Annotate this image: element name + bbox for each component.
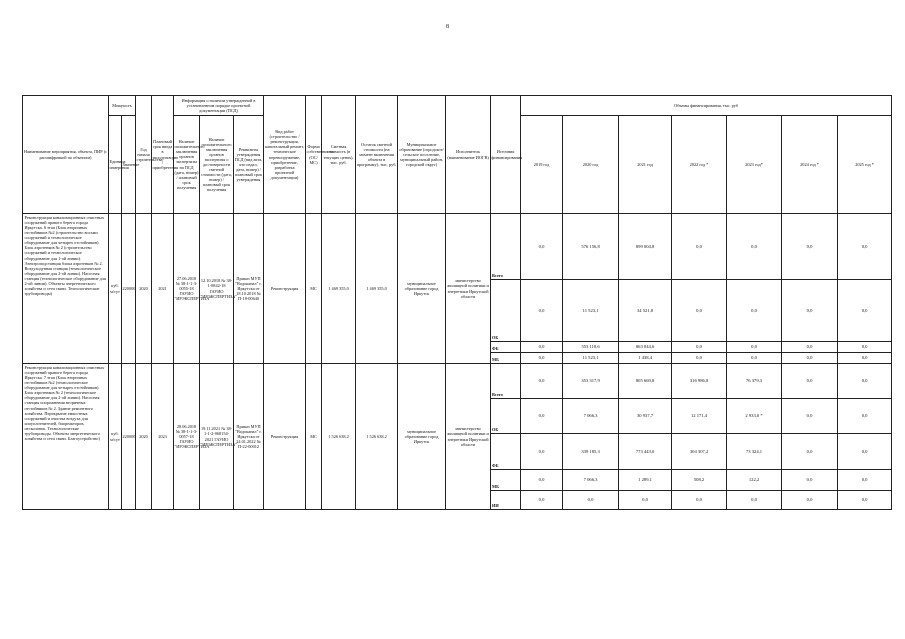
header-year: 2025 год *: [838, 116, 892, 214]
amount-cell: 0,0: [672, 353, 727, 364]
header-work-type: Вид работ (строительство / реконструкция, капитальный ремонт, техническое перевооружение, приобретение, разработка проектной документации): [264, 96, 306, 214]
amount-cell: 553 110,6: [563, 342, 619, 353]
table-row: [23, 364, 892, 399]
amount-cell: 0,0: [838, 399, 892, 434]
amount-cell: 0,0: [521, 491, 563, 510]
municipality-cell: муниципальное образование город Иркутск: [398, 214, 446, 364]
source-cell: ФБ: [491, 342, 521, 353]
source-cell: ОБ: [491, 280, 521, 342]
amount-cell: 1 289,1: [619, 470, 672, 491]
header-ownership: Форма собственности (ОС/МС): [306, 96, 322, 214]
source-cell: Всего: [491, 214, 521, 280]
amount-cell: 12 171,4: [672, 399, 727, 434]
amount-cell: 30 937,7: [619, 399, 672, 434]
executor-cell: министерство жилищной политики и энергетики Иркутской области: [446, 214, 491, 364]
header-municipality: Муниципальное образование (городское/сельское поселение, муниципальный район, городской округ): [398, 96, 446, 214]
executor-cell: министерство жилищной политики и энергетики Иркутской области: [446, 364, 491, 510]
amount-cell: 0,0: [782, 280, 838, 342]
header-year: 2021 год: [619, 116, 672, 214]
amount-cell: 0,0: [782, 214, 838, 280]
source-cell: ИИ: [491, 491, 521, 510]
amount-cell: 0,0: [619, 491, 672, 510]
amount-cell: 0,0: [782, 364, 838, 399]
amount-cell: 0,0: [838, 491, 892, 510]
header-name: Наименование мероприятия, объекта, ПИР (с расшифровкой по объектам): [23, 96, 109, 214]
amount-cell: 11 523,1: [563, 280, 619, 342]
plan-year-cell: 2021: [152, 214, 174, 364]
header-capacity: Мощность: [109, 96, 136, 116]
amount-cell: 0,0: [521, 399, 563, 434]
header-value: Значение: [122, 116, 136, 214]
psd-details-cell: Приказ МУП "Водоканал" г. Иркутска от 18.10.2018 № П-18-00640: [234, 214, 264, 364]
amount-cell: 0,0: [521, 470, 563, 491]
project-name-cell: Реконструкция канализационных очистных сооружений правого берега города Иркутска. 6 этап (Блок вторичных отстойников №2 (строительство восьми сооружений и технологическое оборудование для четырех отстойников). Блок аэротенков № 2 (строительство сооружений и технологическое оборудование для 1-ой линии). Электроподстанция блока аэротенков № 2. Воздуходувная станция (технологическое оборудование для 2-ой линии). Насосная станция (технологическое оборудование для 2-ой линии). Объекты энергетического хозяйства и сети связи. Технологические трубопроводы): [23, 214, 109, 364]
amount-cell: 316 986,8: [672, 364, 727, 399]
source-cell: Всего: [491, 364, 521, 399]
unit-cell: куб. м/сут: [109, 364, 122, 510]
psd-details-cell: Приказ МУП "Водоканал" г. Иркутска от 24.01.2022 № П-22-00012: [234, 364, 264, 510]
amount-cell: 73 324,1: [727, 434, 782, 470]
amount-cell: 0,0: [521, 280, 563, 342]
amount-cell: 0,0: [672, 214, 727, 280]
header-plan-year: Плановый срок ввода в эксплуатацию / приобретения: [152, 96, 174, 214]
municipality-cell: муниципальное образование город Иркутск: [398, 364, 446, 510]
amount-cell: 2 933,0 *: [727, 399, 782, 434]
header-year: 2022 год *: [672, 116, 727, 214]
amount-cell: 0,0: [838, 364, 892, 399]
header-year: 2019 год: [521, 116, 563, 214]
amount-cell: 773 443,0: [619, 434, 672, 470]
amount-cell: 122,2: [727, 470, 782, 491]
amount-cell: 11 523,1: [563, 353, 619, 364]
amount-cell: 76 379,3: [727, 364, 782, 399]
amount-cell: 0,0: [672, 280, 727, 342]
financing-table: [22, 95, 892, 510]
amount-cell: 0,0: [521, 353, 563, 364]
amount-cell: 0,0: [727, 353, 782, 364]
amount-cell: 0,0: [838, 470, 892, 491]
header-funding: Объемы финансирования, тыс. руб: [521, 96, 892, 116]
amount-cell: 1 438,4: [619, 353, 672, 364]
amount-cell: 0,0: [727, 342, 782, 353]
amount-cell: 0,0: [838, 353, 892, 364]
amount-cell: 0,0: [727, 280, 782, 342]
amount-cell: 0,0: [782, 353, 838, 364]
estimate-cell: 1 526 638,2: [322, 364, 356, 510]
amount-cell: 0,0: [672, 342, 727, 353]
amount-cell: 304 307,2: [672, 434, 727, 470]
start-year-cell: 2020: [136, 364, 152, 510]
estimate-cell: 1 469 355,0: [322, 214, 356, 364]
amount-cell: 353 317,9: [563, 364, 619, 399]
plan-year-cell: 2023: [152, 364, 174, 510]
amount-cell: 7 066,3: [563, 470, 619, 491]
amount-cell: 899 004,8: [619, 214, 672, 280]
work-type-cell: Реконструкция: [264, 364, 306, 510]
amount-cell: 0,0: [782, 434, 838, 470]
start-year-cell: 2020: [136, 214, 152, 364]
unit-cell: куб. м/сут: [109, 214, 122, 364]
amount-cell: 576 156,8: [563, 214, 619, 280]
amount-cell: 0,0: [838, 342, 892, 353]
remaining-cell: 1 526 638,2: [356, 364, 398, 510]
header-remaining: Остаток сметной стоимости (на момент включения объекта в программу), тыс. руб.: [356, 96, 398, 214]
amount-cell: 0,0: [782, 399, 838, 434]
amount-cell: 0,0: [672, 491, 727, 510]
value-cell: 220000: [122, 214, 136, 364]
header-year: 2020 год: [563, 116, 619, 214]
header-year: 2023 год*: [727, 116, 782, 214]
amount-cell: 0,0: [782, 491, 838, 510]
work-type-cell: Реконструкция: [264, 214, 306, 364]
amount-cell: 7 066,3: [563, 399, 619, 434]
remaining-cell: 1 469 355,0: [356, 214, 398, 364]
ownership-cell: МС: [306, 364, 322, 510]
amount-cell: 863 044,6: [619, 342, 672, 353]
header-executor: Исполнитель (наименование ИОГВ): [446, 96, 491, 214]
amount-cell: 0,0: [838, 280, 892, 342]
amount-cell: 34 521,8: [619, 280, 672, 342]
table-row: [23, 214, 892, 280]
conclusion-cell: 27.06.2018 № 38-1-1-3-0055-18 ГАУИО "ИРЭКСПЕРТИЗА": [174, 214, 200, 364]
cost-conclusion-cell: 12.10.2018 № 38-1-0842-18 ГАУИО "ИРЭКСПЕРТИЗА": [200, 214, 234, 364]
header-year: 2024 год *: [782, 116, 838, 214]
source-cell: ФБ: [491, 434, 521, 470]
amount-cell: 0,0: [521, 364, 563, 399]
amount-cell: 805 669,8: [619, 364, 672, 399]
amount-cell: 0,0: [521, 434, 563, 470]
header-estimate: Сметная стоимость (в текущих ценах), тыс. руб.: [322, 96, 356, 214]
amount-cell: 0,0: [727, 491, 782, 510]
header-conclusion: Наличие положительного заключения органов экспертизы на ПСД (дата, номер) / плановый срок получения: [174, 116, 200, 214]
page-number: 8: [446, 24, 449, 30]
cost-conclusion-cell: 19.11.2021 № 38-1-1-2-068154-2021 ГАУИО "ИРЭКСПЕРТИЗА": [200, 364, 234, 510]
header-start-year: Год начала строительства: [136, 96, 152, 214]
ownership-cell: МС: [306, 214, 322, 364]
header-source: Источник финансирования: [491, 96, 521, 214]
header-docs-group: Информация о наличии утвержденной в установленном порядке проектной документации (ПСД): [174, 96, 264, 116]
source-cell: ОБ: [491, 399, 521, 434]
conclusion-cell: 28.06.2018 № 38-1-1-3-0057-18 ГАУИО "ИРЭКСПЕРТИЗА": [174, 364, 200, 510]
value-cell: 220000: [122, 364, 136, 510]
project-name-cell: Реконструкция канализационных очистных сооружений правого берега города Иркутска. 7 этап (Блок вторичных отстойников №2 (технологическое оборудование для четырех отстойников). Блок аэротенков № 2 (технологическое оборудование для 2-ой линии). Насосная станция опорожнения вторичных отстойников № 2. Здание ремонтного хозяйства. Перекрытие емкостных сооружений и очистка воздуха для илоуплотнителей, биореакторов, песколовок. Технологические трубопроводы. Объекты энергетического хозяйства и сети связи. Благоустройство): [23, 364, 109, 510]
header-cost-conclusion: Наличие положительного заключения органов экспертизы о достоверности сметной стоимости (дата, номер) / плановый срок получения: [200, 116, 234, 214]
amount-cell: 0,0: [782, 342, 838, 353]
amount-cell: 0,0: [782, 470, 838, 491]
amount-cell: 508,2: [672, 470, 727, 491]
amount-cell: 0,0: [563, 491, 619, 510]
amount-cell: 0,0: [521, 214, 563, 280]
source-cell: МБ: [491, 353, 521, 364]
amount-cell: 0,0: [838, 434, 892, 470]
header-psd-details: Реквизиты утверждения ПСД (вид акта, кто издал, дата, номер) / плановый срок утверждения: [234, 116, 264, 214]
amount-cell: 0,0: [838, 214, 892, 280]
source-cell: МБ: [491, 470, 521, 491]
header-unit: Единица измерения: [109, 116, 122, 214]
amount-cell: 0,0: [521, 342, 563, 353]
amount-cell: 339 185,3: [563, 434, 619, 470]
amount-cell: 0,0: [727, 214, 782, 280]
